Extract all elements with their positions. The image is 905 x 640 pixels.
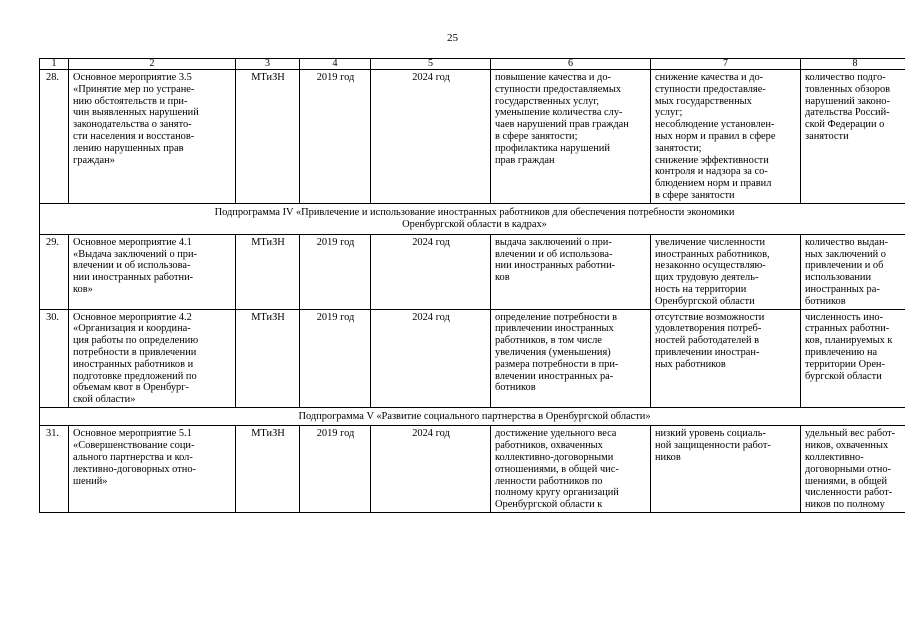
expected-result-line: выдача заключений о при- — [495, 236, 612, 248]
expected-result-line: в сфере занятости; — [495, 130, 578, 142]
measure-title-line: «Совершенствование соци- — [73, 440, 195, 452]
indicator-line: численность ино- — [805, 311, 884, 323]
column-number: 7 — [651, 59, 801, 70]
table-row — [40, 426, 905, 513]
subprogram-heading-line: Подпрограмма V «Развитие социального партнерства в Оренбургской области» — [298, 410, 651, 422]
non-implementation-consequences — [651, 426, 801, 513]
measure-title-line: Основное мероприятие 4.1 — [73, 236, 192, 248]
measure-title-line: «Принятие мер по устране- — [73, 83, 195, 95]
expected-result-line: уменьшение количества слу- — [495, 107, 623, 119]
non-implementation-consequences-line: снижение эффективности — [655, 154, 769, 166]
subprogram-row — [40, 407, 905, 426]
expected-result-line: увеличения (уменьшения) — [495, 346, 611, 358]
measure-title-line: Основное мероприятие 3.5 — [73, 72, 192, 83]
measure-title-line: «Выдача заключений о при- — [73, 248, 198, 260]
expected-result-line: ботников — [495, 382, 536, 394]
expected-result-line: влечении и об использова- — [495, 248, 613, 260]
measure-title-line: Основное мероприятие 5.1 — [73, 428, 192, 440]
indicator — [801, 309, 905, 407]
measure-title-line: потребности в привлечении — [73, 346, 197, 358]
indicator-line: привлечению на — [805, 346, 878, 358]
indicator-line: количество подго- — [805, 72, 886, 83]
indicator-line: территории Орен- — [805, 358, 885, 370]
column-number: 2 — [69, 59, 236, 70]
measure-title-line: ция работы по определению — [73, 335, 199, 347]
expected-result-line: работников, в том числе — [495, 335, 602, 347]
measure-title — [69, 234, 236, 309]
measure-title — [69, 70, 236, 204]
row-number: 30. — [40, 309, 69, 407]
measure-title-line: лению нарушенных прав — [73, 142, 184, 154]
measure-title-line: объемам квот в Оренбург- — [73, 382, 189, 394]
non-implementation-consequences-line: ной защищенности работ- — [655, 440, 771, 452]
measure-title-line: «Организация и координа- — [73, 323, 191, 335]
expected-result — [491, 70, 651, 204]
table-row — [40, 234, 905, 309]
indicator-line: товленных обзоров — [805, 83, 891, 95]
measure-title-line: ального партнерства и кол- — [73, 452, 193, 464]
non-implementation-consequences-line: несоблюдение установлен- — [655, 119, 775, 131]
expected-result-line: Оренбургской области к — [495, 499, 603, 511]
indicator-line: ков, планируемых к — [805, 335, 893, 347]
indicator-line: численности работ- — [805, 487, 893, 499]
expected-result-line: размера потребности в при- — [495, 358, 619, 370]
non-implementation-consequences-line: иностранных работников, — [655, 248, 770, 260]
column-number: 4 — [300, 59, 371, 70]
column-number: 5 — [371, 59, 491, 70]
column-number: 8 — [801, 59, 905, 70]
measure-title-line: шений» — [73, 475, 108, 487]
start-year: 2019 год — [300, 70, 371, 204]
non-implementation-consequences-line: снижение качества и до- — [655, 72, 764, 83]
expected-result-line: влечении иностранных ра- — [495, 370, 614, 382]
expected-result — [491, 234, 651, 309]
end-year: 2024 год — [371, 426, 491, 513]
expected-result-line: полному кругу организаций — [495, 487, 619, 499]
non-implementation-consequences-line: ников — [655, 452, 681, 464]
non-implementation-consequences-line: ностей работодателей в — [655, 335, 760, 347]
non-implementation-consequences-line: контроля и надзора за со- — [655, 166, 768, 178]
page-number: 25 — [447, 32, 458, 44]
non-implementation-consequences-line: отсутствие возможности — [655, 311, 765, 323]
column-number: 3 — [236, 59, 300, 70]
non-implementation-consequences-line: ных норм и правил в сфере — [655, 130, 776, 142]
measure-title-line: сти населения и восстанов- — [73, 130, 195, 142]
end-year: 2024 год — [371, 234, 491, 309]
indicator-line: ников, охваченных — [805, 440, 889, 452]
column-number: 1 — [40, 59, 69, 70]
subprogram-heading-line: Подпрограмма IV «Привлечение и использование иностранных работников для обеспечения потребности экономики — [214, 206, 735, 218]
measure-title-line: нии иностранных работни- — [73, 272, 194, 284]
non-implementation-consequences-line: блюдением норм и правил — [655, 178, 772, 190]
indicator-line: ской Федерации о — [805, 119, 885, 131]
end-year: 2024 год — [371, 309, 491, 407]
indicator-line: удельный вес работ- — [805, 428, 896, 440]
start-year: 2019 год — [300, 234, 371, 309]
indicator-line: странных работни- — [805, 323, 890, 335]
non-implementation-consequences-line: занятости; — [655, 142, 702, 154]
non-implementation-consequences-line: низкий уровень социаль- — [655, 428, 766, 440]
row-number: 31. — [40, 426, 69, 513]
expected-result-line: ков — [495, 272, 510, 284]
indicator — [801, 234, 905, 309]
end-year: 2024 год — [371, 70, 491, 204]
expected-result-line: определение потребности в — [495, 311, 618, 323]
expected-result-line: профилактика нарушений — [495, 142, 610, 154]
column-number-row — [40, 59, 905, 70]
executor: МТиЗН — [236, 234, 300, 309]
start-year: 2019 год — [300, 426, 371, 513]
non-implementation-consequences-line: Оренбургской области — [655, 295, 755, 307]
expected-result-line: коллективно-договорными — [495, 452, 614, 464]
expected-result-line: государственных услуг, — [495, 95, 599, 107]
non-implementation-consequences-line: в сфере занятости — [655, 189, 735, 201]
measure-title-line: нию обстоятельств и при- — [73, 95, 188, 107]
executor: МТиЗН — [236, 70, 300, 204]
expected-result-line: прав граждан — [495, 154, 555, 166]
measure-title-line: лективно-договорных отно- — [73, 463, 196, 475]
measure-title-line: чин выявленных нарушений — [73, 107, 199, 119]
measure-title — [69, 426, 236, 513]
non-implementation-consequences-line: незаконно осуществляю- — [655, 260, 766, 272]
non-implementation-consequences-line: услуг; — [655, 107, 683, 119]
expected-result-line: отношениями, в общей чис- — [495, 463, 619, 475]
indicator-line: ботников — [805, 295, 846, 307]
non-implementation-consequences — [651, 234, 801, 309]
measure-title-line: ской области» — [73, 394, 136, 406]
non-implementation-consequences-line: увеличение численности — [655, 236, 766, 248]
indicator-line: договорными отно- — [805, 463, 891, 475]
executor: МТиЗН — [236, 426, 300, 513]
indicator-line: использовании — [805, 272, 872, 284]
expected-result — [491, 309, 651, 407]
expected-result-line: привлечении иностранных — [495, 323, 614, 335]
expected-result-line: работников, охваченных — [495, 440, 603, 452]
subprogram-heading — [40, 407, 905, 426]
indicator-line: нарушений законо- — [805, 95, 890, 107]
expected-result-line: чаев нарушений прав граждан — [495, 119, 629, 131]
row-number: 29. — [40, 234, 69, 309]
indicator-line: коллективно- — [805, 452, 864, 464]
measure-title-line: влечении и об использова- — [73, 260, 191, 272]
executor: МТиЗН — [236, 309, 300, 407]
expected-result-line: повышение качества и до- — [495, 72, 612, 83]
non-implementation-consequences-line: удовлетворения потреб- — [655, 323, 762, 335]
measure-title-line: Основное мероприятие 4.2 — [73, 311, 192, 323]
subprogram-heading — [40, 203, 905, 234]
indicator-line: иностранных ра- — [805, 283, 880, 295]
expected-result-line: нии иностранных работни- — [495, 260, 616, 272]
indicator-line: привлечении и об — [805, 260, 884, 272]
non-implementation-consequences-line: мых государственных — [655, 95, 752, 107]
non-implementation-consequences-line: ных работников — [655, 358, 726, 370]
non-implementation-consequences — [651, 309, 801, 407]
measure-title-line: законодательства о занято- — [73, 119, 192, 131]
measures-table — [39, 58, 905, 513]
expected-result-line: ступности предоставляемых — [495, 83, 622, 95]
indicator-line: занятости — [805, 130, 849, 142]
expected-result-line: ленности работников по — [495, 475, 603, 487]
indicator-line: ников по полному — [805, 499, 885, 511]
column-number: 6 — [491, 59, 651, 70]
non-implementation-consequences-line: щих трудовую деятель- — [655, 272, 759, 284]
indicator-line: бургской области — [805, 370, 882, 382]
measure-title-line: ков» — [73, 283, 93, 295]
subprogram-row — [40, 203, 905, 234]
indicator-line: количество выдан- — [805, 236, 889, 248]
non-implementation-consequences — [651, 70, 801, 204]
measure-title-line: иностранных работников и — [73, 358, 194, 370]
non-implementation-consequences-line: ступности предоставляе- — [655, 83, 766, 95]
start-year: 2019 год — [300, 309, 371, 407]
indicator-line: шениями, в общей — [805, 475, 888, 487]
table-row — [40, 309, 905, 407]
measure-title-line: подготовке предложений по — [73, 370, 197, 382]
indicator — [801, 426, 905, 513]
measure-title — [69, 309, 236, 407]
expected-result-line: достижение удельного веса — [495, 428, 617, 440]
subprogram-heading-line: Оренбургской области в кадрах» — [402, 219, 547, 231]
non-implementation-consequences-line: привлечении иностран- — [655, 346, 760, 358]
indicator — [801, 70, 905, 204]
expected-result — [491, 426, 651, 513]
non-implementation-consequences-line: ность на территории — [655, 283, 747, 295]
table-row — [40, 70, 905, 204]
measure-title-line: граждан» — [73, 154, 115, 166]
row-number: 28. — [40, 70, 69, 204]
indicator-line: дательства Россий- — [805, 107, 890, 119]
indicator-line: ных заключений о — [805, 248, 886, 260]
